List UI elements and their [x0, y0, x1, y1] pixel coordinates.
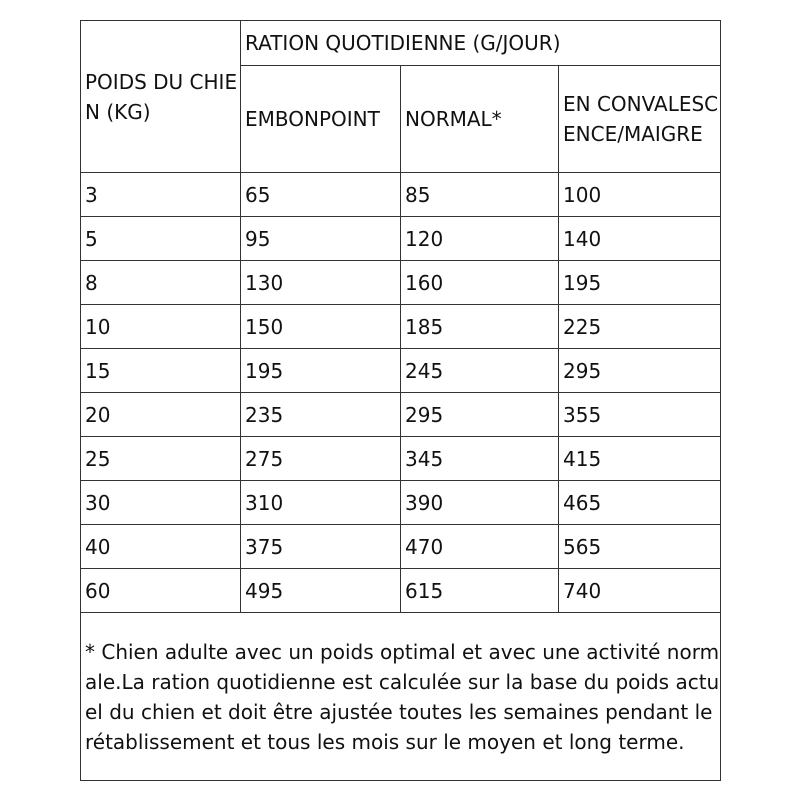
convalescence-cell: 140	[559, 217, 721, 261]
table-row	[81, 437, 721, 481]
table-row	[81, 481, 721, 525]
convalescence-cell: 465	[559, 481, 721, 525]
weight-cell: 20	[81, 393, 241, 437]
normal-cell: 120	[401, 217, 559, 261]
table-row	[81, 261, 721, 305]
embonpoint-cell: 495	[241, 569, 401, 613]
convalescence-cell: 565	[559, 525, 721, 569]
embonpoint-cell: 235	[241, 393, 401, 437]
table-row	[81, 349, 721, 393]
normal-column-header: NORMAL*	[401, 66, 559, 173]
embonpoint-cell: 195	[241, 349, 401, 393]
convalescence-cell: 225	[559, 305, 721, 349]
normal-cell: 345	[401, 437, 559, 481]
convalescence-cell: 740	[559, 569, 721, 613]
convalescence-cell: 295	[559, 349, 721, 393]
convalescence-column-header: EN CONVALESCENCE/MAIGRE	[559, 66, 721, 173]
table-row	[81, 305, 721, 349]
embonpoint-column-header: EMBONPOINT	[241, 66, 401, 173]
table-row	[81, 525, 721, 569]
table-row	[81, 393, 721, 437]
ration-table	[80, 20, 721, 781]
weight-cell: 15	[81, 349, 241, 393]
header-row-top	[81, 21, 721, 66]
embonpoint-cell: 65	[241, 173, 401, 217]
normal-cell: 185	[401, 305, 559, 349]
weight-cell: 8	[81, 261, 241, 305]
weight-cell: 60	[81, 569, 241, 613]
weight-cell: 30	[81, 481, 241, 525]
normal-cell: 615	[401, 569, 559, 613]
weight-column-header: POIDS DU CHIEN (KG)	[81, 21, 241, 173]
weight-cell: 10	[81, 305, 241, 349]
convalescence-cell: 355	[559, 393, 721, 437]
embonpoint-cell: 130	[241, 261, 401, 305]
normal-cell: 295	[401, 393, 559, 437]
weight-cell: 3	[81, 173, 241, 217]
weight-cell: 25	[81, 437, 241, 481]
normal-cell: 160	[401, 261, 559, 305]
embonpoint-cell: 310	[241, 481, 401, 525]
footnote-row	[81, 613, 721, 781]
convalescence-cell: 415	[559, 437, 721, 481]
normal-cell: 85	[401, 173, 559, 217]
table-row	[81, 173, 721, 217]
weight-cell: 40	[81, 525, 241, 569]
table-row	[81, 569, 721, 613]
convalescence-cell: 100	[559, 173, 721, 217]
embonpoint-cell: 375	[241, 525, 401, 569]
weight-cell: 5	[81, 217, 241, 261]
normal-cell: 470	[401, 525, 559, 569]
embonpoint-cell: 150	[241, 305, 401, 349]
convalescence-cell: 195	[559, 261, 721, 305]
ration-table-body	[81, 21, 721, 781]
normal-cell: 390	[401, 481, 559, 525]
ration-group-header: RATION QUOTIDIENNE (G/JOUR)	[241, 21, 721, 66]
table-row	[81, 217, 721, 261]
footnote: * Chien adulte avec un poids optimal et avec une activité normale.La ration quotidienne est calculée sur la base du poids actuel du chien et doit être ajustée toutes les semaines pendant le rétablissement et tous les mois sur le moyen et long terme.	[81, 613, 721, 781]
normal-cell: 245	[401, 349, 559, 393]
embonpoint-cell: 95	[241, 217, 401, 261]
embonpoint-cell: 275	[241, 437, 401, 481]
